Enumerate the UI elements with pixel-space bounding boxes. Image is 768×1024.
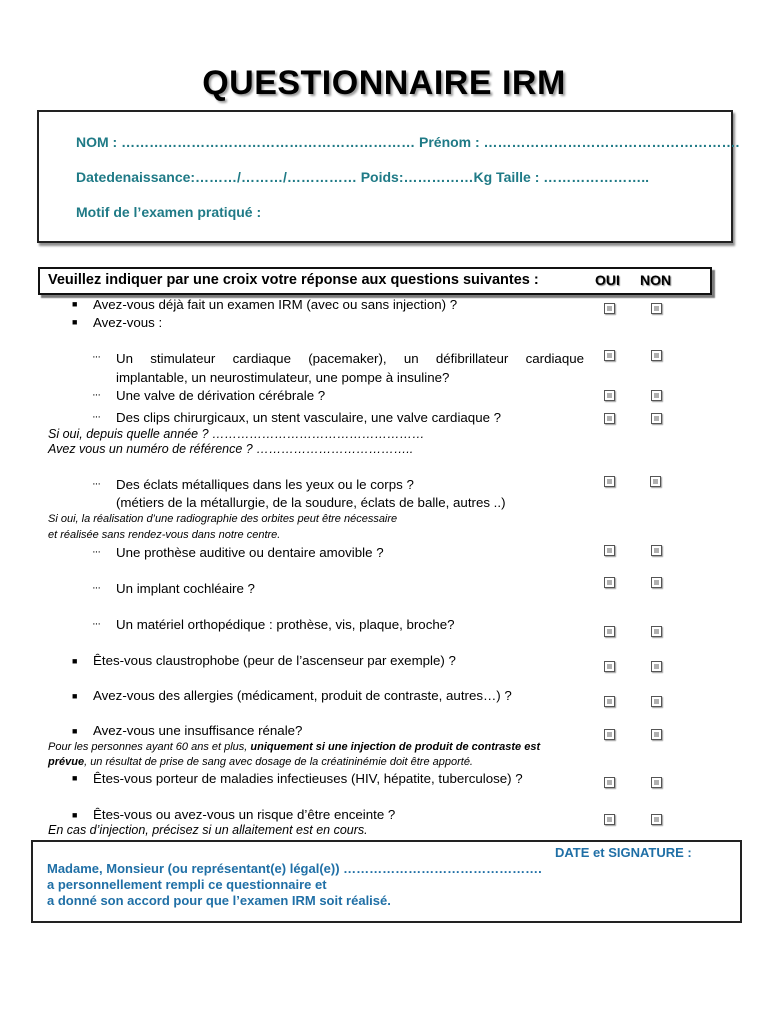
checkbox-oui-renale[interactable] bbox=[604, 729, 615, 740]
question-prothese-auditive: Une prothèse auditive ou dentaire amovible ? bbox=[116, 545, 384, 560]
checkbox-non-pacemaker[interactable] bbox=[651, 350, 662, 361]
checkbox-non-orthopedique[interactable] bbox=[651, 626, 662, 637]
bullet-icon: ■ bbox=[72, 299, 78, 309]
checkbox-non-valve[interactable] bbox=[651, 390, 662, 401]
checkbox-oui-infectieuses[interactable] bbox=[604, 777, 615, 788]
checkbox-oui-allergies[interactable] bbox=[604, 696, 615, 707]
note-60-ans bbox=[48, 740, 540, 755]
question-materiel-orthopedique: Un matériel orthopédique : prothèse, vis, plaque, broche? bbox=[116, 617, 455, 632]
checkbox-non-infectieuses[interactable] bbox=[651, 777, 662, 788]
note-numero-reference: Avez vous un numéro de référence ? ……………………………….. bbox=[48, 442, 414, 456]
instructions-text: Veuillez indiquer par une croix votre réponse aux questions suivantes : bbox=[48, 272, 539, 288]
bullet-icon: ■ bbox=[72, 773, 78, 783]
note-creatinine-text: , un résultat de prise de sang avec dosage de la créatininémie doit être apporté. bbox=[84, 756, 473, 768]
question-avez-vous: Avez-vous : bbox=[93, 315, 163, 330]
checkbox-oui-pacemaker[interactable] bbox=[604, 350, 615, 361]
question-pacemaker-line1: Un stimulateur cardiaque (pacemaker), un défibrillateur cardiaque bbox=[116, 351, 584, 366]
checkbox-non-renale[interactable] bbox=[651, 729, 662, 740]
dash-icon: ··· bbox=[92, 478, 100, 490]
checkbox-non-irm[interactable] bbox=[651, 303, 662, 314]
question-eclats: Des éclats métalliques dans les yeux ou le corps ? bbox=[116, 477, 414, 492]
question-eclats-detail: (métiers de la métallurgie, de la soudure, éclats de balle, autres ..) bbox=[116, 495, 506, 510]
bullet-icon: ■ bbox=[72, 726, 78, 736]
question-insuffisance-renale: Avez-vous une insuffisance rénale? bbox=[93, 723, 303, 738]
bullet-icon: ■ bbox=[72, 656, 78, 666]
signature-line2: a personnellement rempli ce questionnaire et bbox=[47, 877, 327, 892]
question-enceinte: Êtes-vous ou avez-vous un risque d’être enceinte ? bbox=[93, 807, 396, 822]
checkbox-oui-valve[interactable] bbox=[604, 390, 615, 401]
dash-icon: ··· bbox=[92, 351, 100, 363]
note-depuis-annee: Si oui, depuis quelle année ? …………………………………………… bbox=[48, 427, 425, 441]
checkbox-non-enceinte[interactable] bbox=[651, 814, 662, 825]
question-claustrophobe: Êtes-vous claustrophobe (peur de l’ascenseur par exemple) ? bbox=[93, 653, 456, 668]
checkbox-non-allergies[interactable] bbox=[651, 696, 662, 707]
checkbox-oui-prothese[interactable] bbox=[604, 545, 615, 556]
question-allergies: Avez-vous des allergies (médicament, produit de contraste, autres…) ? bbox=[93, 688, 512, 703]
note-60-ans-text: Pour les personnes ayant 60 ans et plus, bbox=[48, 741, 251, 753]
checkbox-oui-clips[interactable] bbox=[604, 413, 615, 424]
question-valve-cerebrale: Une valve de dérivation cérébrale ? bbox=[116, 388, 326, 403]
dash-icon: ··· bbox=[92, 546, 100, 558]
checkbox-non-eclats[interactable] bbox=[650, 476, 661, 487]
exam-reason-label: Motif de l’examen pratiqué : bbox=[76, 204, 262, 220]
signature-line3: a donné son accord pour que l’examen IRM soit réalisé. bbox=[47, 893, 391, 908]
checkbox-oui-orthopedique[interactable] bbox=[604, 626, 615, 637]
page-title: QUESTIONNAIRE IRM bbox=[202, 64, 566, 102]
checkbox-non-clips[interactable] bbox=[651, 413, 662, 424]
question-pacemaker-line2: implantable, un neurostimulateur, une pompe à insuline? bbox=[116, 370, 450, 385]
checkbox-oui-cochleaire[interactable] bbox=[604, 577, 615, 588]
date-signature-label: DATE et SIGNATURE : bbox=[555, 845, 692, 860]
note-prevue-text: prévue bbox=[48, 756, 85, 768]
bullet-icon: ■ bbox=[72, 691, 78, 701]
note-creatinine bbox=[48, 755, 473, 770]
note-allaitement: En cas d’injection, précisez si un allaitement est en cours. bbox=[48, 823, 368, 837]
bullet-icon: ■ bbox=[72, 317, 78, 327]
checkbox-non-claustrophobe[interactable] bbox=[651, 661, 662, 672]
bullet-icon: ■ bbox=[72, 810, 78, 820]
dash-icon: ··· bbox=[92, 389, 100, 401]
signature-line1[interactable]: Madame, Monsieur (ou représentant(e) légal(e)) ………………………………………. bbox=[47, 861, 542, 876]
question-implant-cochleaire: Un implant cochléaire ? bbox=[116, 581, 255, 596]
note-sans-rdv: et réalisée sans rendez-vous dans notre centre. bbox=[48, 529, 281, 541]
checkbox-oui-claustrophobe[interactable] bbox=[604, 661, 615, 672]
column-oui: OUI bbox=[595, 272, 620, 288]
checkbox-oui-enceinte[interactable] bbox=[604, 814, 615, 825]
column-non: NON bbox=[640, 272, 672, 288]
birth-weight-height-field[interactable]: Datedenaissance:………/………/…………… Poids:……………Kg Taille : ………………….. bbox=[76, 169, 650, 185]
checkbox-non-prothese[interactable] bbox=[651, 545, 662, 556]
dash-icon: ··· bbox=[92, 411, 100, 423]
checkbox-non-cochleaire[interactable] bbox=[651, 577, 662, 588]
checkbox-oui-irm[interactable] bbox=[604, 303, 615, 314]
checkbox-oui-eclats[interactable] bbox=[604, 476, 615, 487]
note-injection-text: uniquement si une injection de produit de contraste est bbox=[250, 741, 541, 753]
question-maladies-infectieuses: Êtes-vous porteur de maladies infectieuses (HIV, hépatite, tuberculose) ? bbox=[93, 771, 523, 786]
dash-icon: ··· bbox=[92, 582, 100, 594]
note-radiographie: Si oui, la réalisation d’une radiographie des orbites peut être nécessaire bbox=[48, 513, 398, 525]
question-clips: Des clips chirurgicaux, un stent vasculaire, une valve cardiaque ? bbox=[116, 410, 502, 425]
name-field[interactable]: NOM : ……………………………………………………… Prénom : ………………………………………………. bbox=[76, 134, 740, 150]
dash-icon: ··· bbox=[92, 618, 100, 630]
question-irm-before: Avez-vous déjà fait un examen IRM (avec ou sans injection) ? bbox=[93, 297, 458, 312]
